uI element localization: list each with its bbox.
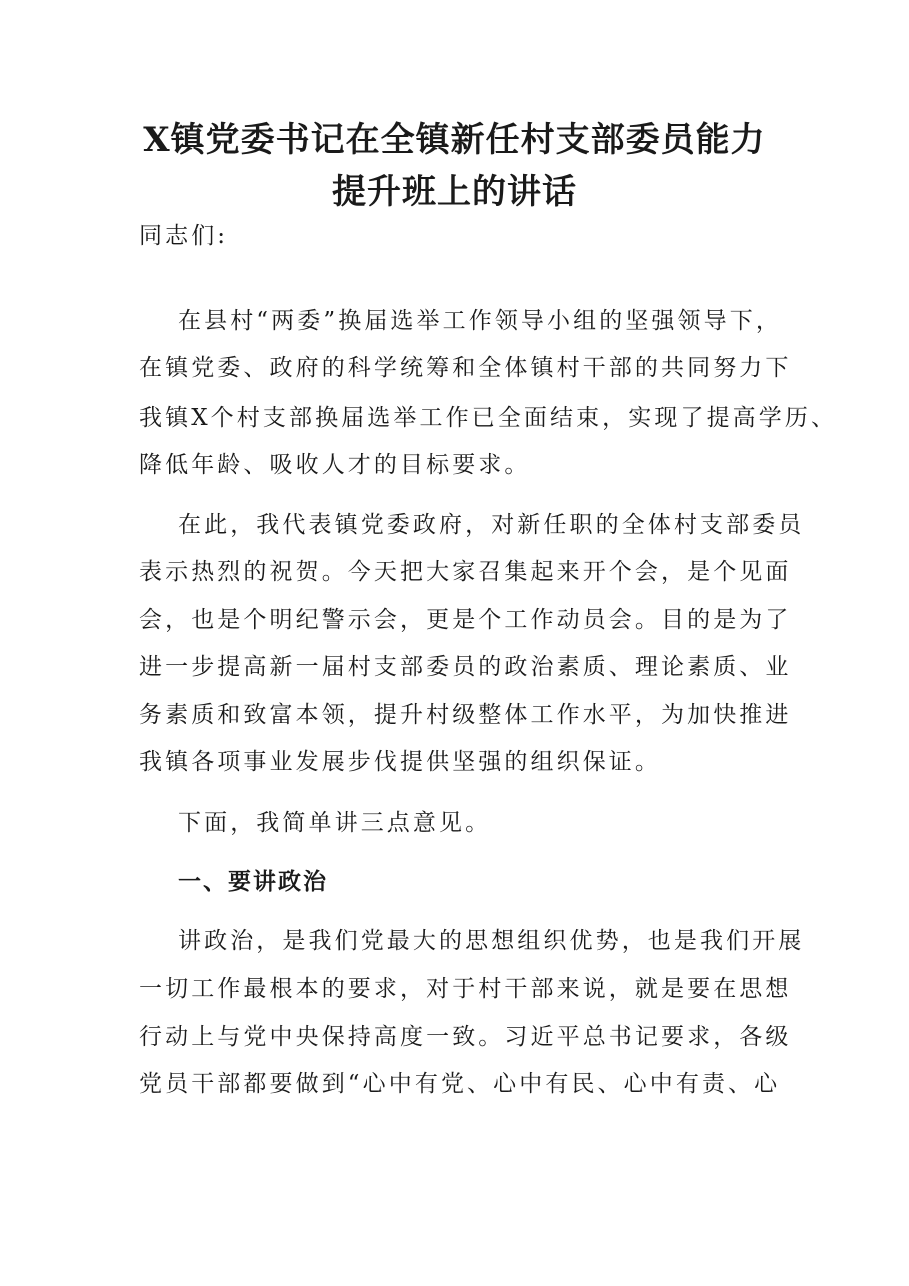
section-heading-1: 一、要讲政治 [178,868,328,895]
paragraph-2-line: 我镇各项事业发展步伐提供坚强的组织保证。 [139,749,661,775]
paragraph-4-line: 行动上与党中央保持高度一致。习近平总书记要求，各级 [139,1024,792,1050]
document-title-line-2: 提升班上的讲话 [332,172,577,212]
paragraph-1-line: 我镇X个村支部换届选举工作已全面结束，实现了提高学历、 [139,405,838,431]
paragraph-4-line: 一切工作最根本的要求，对于村干部来说，就是要在思想 [139,976,792,1002]
document-title-line-1: X镇党委书记在全镇新任村支部委员能力 [143,120,766,160]
paragraph-3-line: 下面，我简单讲三点意见。 [178,810,492,836]
paragraph-2-line: 在此，我代表镇党委政府，对新任职的全体村支部委员 [178,512,805,538]
paragraph-2-line: 表示热烈的祝贺。今天把大家召集起来开个会，是个见面 [139,559,792,585]
paragraph-2-line: 进一步提高新一届村支部委员的政治素质、理论素质、业 [139,654,792,680]
paragraph-2-line: 务素质和致富本领，提升村级整体工作水平，为加快推进 [139,702,792,728]
paragraph-1-line: 降低年龄、吸收人才的目标要求。 [139,452,531,478]
paragraph-4-line: 讲政治，是我们党最大的思想组织优势，也是我们开展 [178,928,805,954]
salutation: 同志们: [139,223,229,249]
paragraph-1-line: 在县村“两委”换届选举工作领导小组的坚强领导下， [178,308,782,334]
paragraph-4-line: 党员干部都要做到“心中有党、心中有民、心中有责、心 [139,1071,781,1097]
paragraph-1-line: 在镇党委、政府的科学统筹和全体镇村干部的共同努力下 [139,355,792,381]
paragraph-2-line: 会，也是个明纪警示会，更是个工作动员会。目的是为了 [139,607,792,633]
